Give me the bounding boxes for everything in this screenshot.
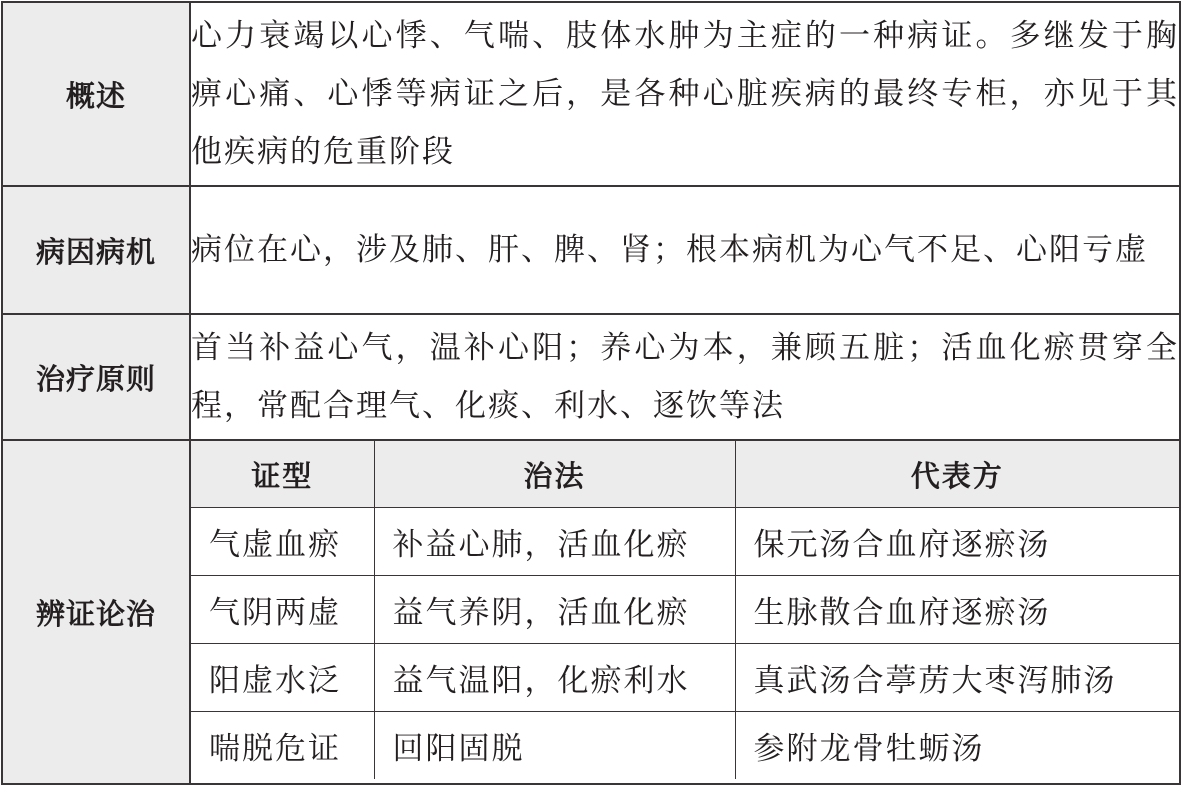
syndrome-table-cell [190, 440, 1180, 784]
syndrome-differentiation-row [2, 440, 1180, 784]
table-row [191, 576, 1179, 644]
formula-cell: 参附龙骨牡蛎汤 [735, 712, 1179, 780]
column-header-syndrome-type: 证型 [191, 441, 374, 508]
syndrome-type-cell: 喘脱危证 [191, 712, 374, 780]
formula-cell: 生脉散合血府逐瘀汤 [735, 576, 1179, 644]
therapy-cell: 补益心肺，活血化瘀 [374, 508, 735, 576]
syndrome-differentiation-label: 辨证论治 [2, 440, 190, 784]
summary-table [1, 1, 1181, 785]
etiology-row [2, 186, 1180, 314]
therapy-cell: 益气温阳，化瘀利水 [374, 644, 735, 712]
treatment-principle-row [2, 314, 1180, 440]
column-header-therapy: 治法 [374, 441, 735, 508]
etiology-label: 病因病机 [2, 186, 190, 314]
table-row [191, 712, 1179, 780]
syndrome-type-cell: 气虚血瘀 [191, 508, 374, 576]
column-header-representative-formula: 代表方 [735, 441, 1179, 508]
formula-cell: 真武汤合葶苈大枣泻肺汤 [735, 644, 1179, 712]
syndrome-type-cell: 气阴两虚 [191, 576, 374, 644]
syndrome-type-cell: 阳虚水泛 [191, 644, 374, 712]
overview-row [2, 2, 1180, 186]
formula-cell: 保元汤合血府逐瘀汤 [735, 508, 1179, 576]
overview-text: 心力衰竭以心悸、气喘、肢体水肿为主症的一种病证。多继发于胸痹心痛、心悸等病证之后，是各种心脏疾病的最终专柜，亦见于其他疾病的危重阶段 [190, 2, 1180, 186]
syndrome-table [191, 441, 1179, 779]
syndrome-table-header-row [191, 441, 1179, 508]
overview-label: 概述 [2, 2, 190, 186]
therapy-cell: 益气养阴，活血化瘀 [374, 576, 735, 644]
therapy-cell: 回阳固脱 [374, 712, 735, 780]
table-row [191, 508, 1179, 576]
table-row [191, 644, 1179, 712]
etiology-text: 病位在心，涉及肺、肝、脾、肾；根本病机为心气不足、心阳亏虚 [190, 186, 1180, 314]
treatment-principle-label: 治疗原则 [2, 314, 190, 440]
treatment-principle-text: 首当补益心气，温补心阳；养心为本，兼顾五脏；活血化瘀贯穿全程，常配合理气、化痰、利水、逐饮等法 [190, 314, 1180, 440]
